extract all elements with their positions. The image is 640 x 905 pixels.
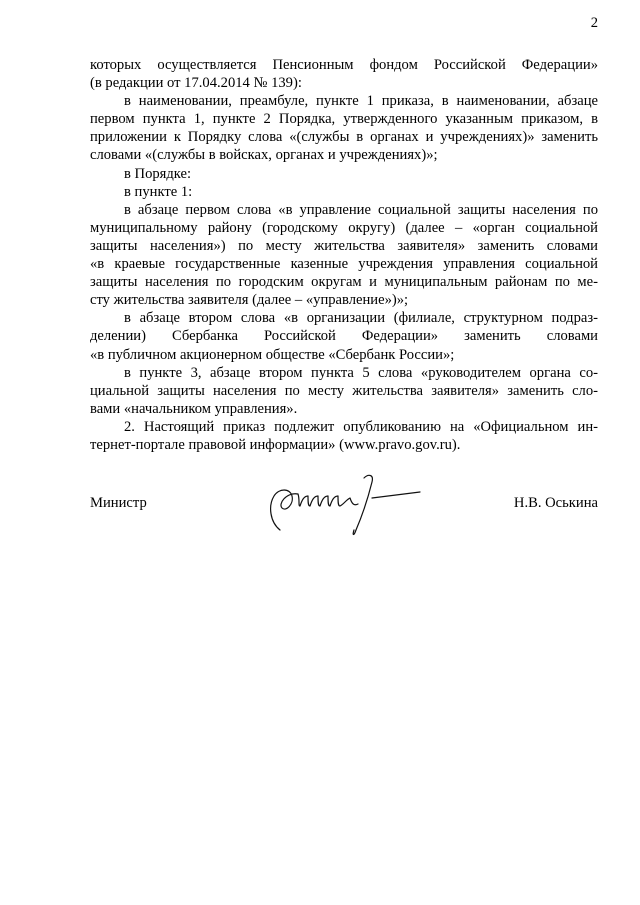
signer-position: Министр [90, 495, 147, 511]
text-line: словами «(службы в войсках, органах и учреждениях)»; [90, 147, 438, 164]
text-line: «в публичном акционерном обществе «Сбербанк России»; [90, 346, 455, 363]
text-line: защиты населения») по месту жительства заявителя» заменить словами [90, 237, 598, 254]
text-line: в абзаце первом слова «в управление социальной защиты населения по [124, 201, 598, 218]
text-line: которых осуществляется Пенсионным фондом Российской Федерации» [90, 57, 598, 73]
text-line: в наименовании, преамбуле, пункте 1 приказа, в наименовании, абзаце [124, 93, 598, 110]
text-line: циальной защиты населения по месту жительства заявителя» заменить сло- [90, 382, 598, 399]
text-line: делении) Сбербанка Российской Федерации» заменить словами [90, 328, 598, 345]
text-line: «в краевые государственные казенные учреждения управления социальной [90, 256, 598, 273]
signer-name: Н.В. Оськина [513, 495, 598, 511]
text-line: в абзаце втором слова «в организации (филиале, структурном подраз- [124, 310, 598, 327]
text-line: муниципальному району (городскому округу) (далее – «орган социальной [90, 219, 598, 236]
text-line: в пункте 1: [124, 183, 193, 200]
text-line: в пункте 3, абзаце втором пункта 5 слова «руководителем органа со- [124, 364, 598, 381]
text-line: тернет-портале правовой информации» (www.pravo.gov.ru). [90, 436, 461, 453]
text-line: вами «начальником управления». [90, 400, 298, 417]
page-number: 2 [590, 15, 598, 31]
text-line: в Порядке: [124, 165, 192, 182]
text-line: сту жительства заявителя (далее – «управление»)»; [90, 292, 409, 309]
document-body [90, 56, 598, 454]
text-line: защиты населения по городским округам и муниципальным районам по ме- [90, 274, 598, 291]
handwritten-signature [264, 470, 424, 540]
text-line: первом пункта 1, пункте 2 Порядка, утвержденного указанным приказом, в [90, 111, 598, 128]
text-line: 2. Настоящий приказ подлежит опубликованию на «Официальном ин- [124, 418, 598, 435]
text-line: приложении к Порядку слова «(службы в органах и учреждениях)» заменить [90, 129, 598, 146]
text-line: (в редакции от 17.04.2014 № 139): [90, 75, 302, 92]
